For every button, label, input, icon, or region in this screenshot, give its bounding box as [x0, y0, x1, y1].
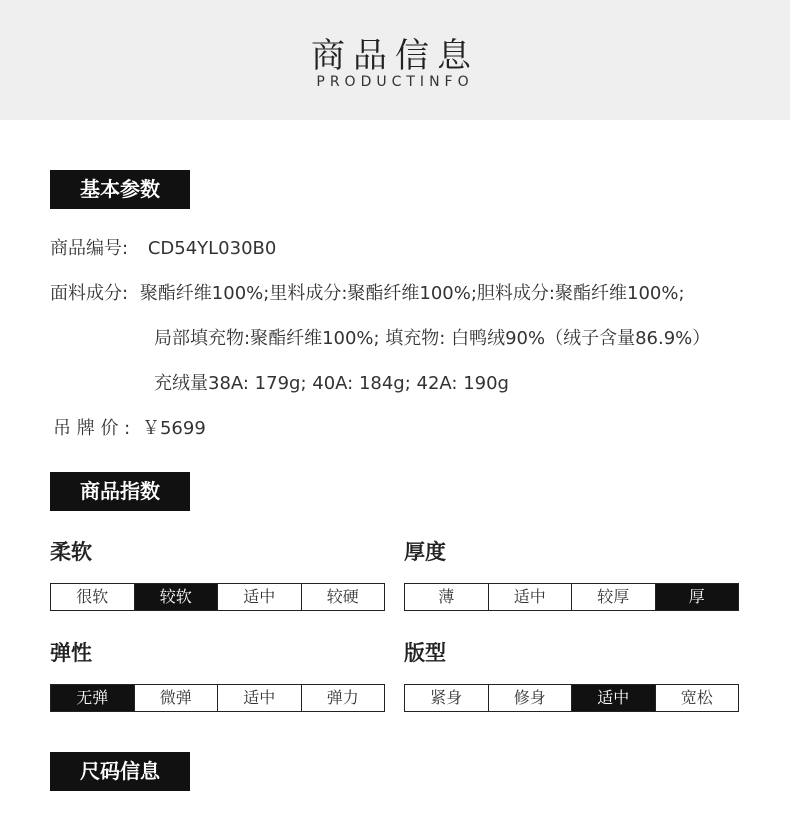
page-subtitle: PRODUCTINFO: [316, 74, 474, 90]
index-title-softness: 柔软: [50, 540, 92, 564]
product-code-label: 商品编号:: [50, 238, 129, 259]
thickness-option: 薄: [405, 584, 489, 610]
section-label-size: 尺码信息: [50, 752, 190, 791]
index-title-thickness: 厚度: [404, 540, 446, 564]
elasticity-option: 微弹: [135, 685, 219, 711]
fit-option: 适中: [572, 685, 656, 711]
thickness-option: 适中: [489, 584, 573, 610]
section-label-index: 商品指数: [50, 472, 190, 511]
softness-option: 很软: [51, 584, 135, 610]
material-line-2: 局部填充物:聚酯纤维100%; 填充物: 白鸭绒90%（绒子含量86.9%）: [154, 328, 711, 349]
softness-scale: [50, 583, 385, 611]
page-title: 商品信息: [311, 36, 479, 76]
elasticity-option: 适中: [218, 685, 302, 711]
material-row: [50, 282, 685, 306]
index-title-elasticity: 弹性: [50, 641, 92, 665]
product-code-value: CD54YL030B0: [147, 238, 277, 259]
thickness-scale: [404, 583, 739, 611]
thickness-option: 较厚: [572, 584, 656, 610]
page-header: [0, 0, 790, 120]
elasticity-option: 无弹: [51, 685, 135, 711]
price-value: ￥5699: [141, 418, 206, 439]
price-label: 吊 牌 价 :: [53, 418, 131, 439]
section-label-basic: 基本参数: [50, 170, 190, 209]
fit-option: 修身: [489, 685, 573, 711]
material-line-1: 聚酯纤维100%;里料成分:聚酯纤维100%;胆料成分:聚酯纤维100%;: [139, 283, 685, 304]
softness-option: 较软: [135, 584, 219, 610]
material-line-3: 充绒量38A: 179g; 40A: 184g; 42A: 190g: [154, 373, 509, 394]
softness-option: 较硬: [326, 587, 359, 606]
fit-option: 紧身: [405, 685, 489, 711]
thickness-option: 厚: [656, 584, 739, 610]
elasticity-option: 弹力: [326, 688, 359, 707]
material-label: 面料成分:: [50, 283, 129, 304]
fit-scale: [404, 684, 739, 712]
softness-option: 适中: [218, 584, 302, 610]
price-row: [53, 417, 206, 441]
fit-option: 宽松: [680, 688, 713, 707]
index-title-fit: 版型: [404, 641, 446, 665]
product-code-row: [50, 237, 276, 261]
elasticity-scale: [50, 684, 385, 712]
